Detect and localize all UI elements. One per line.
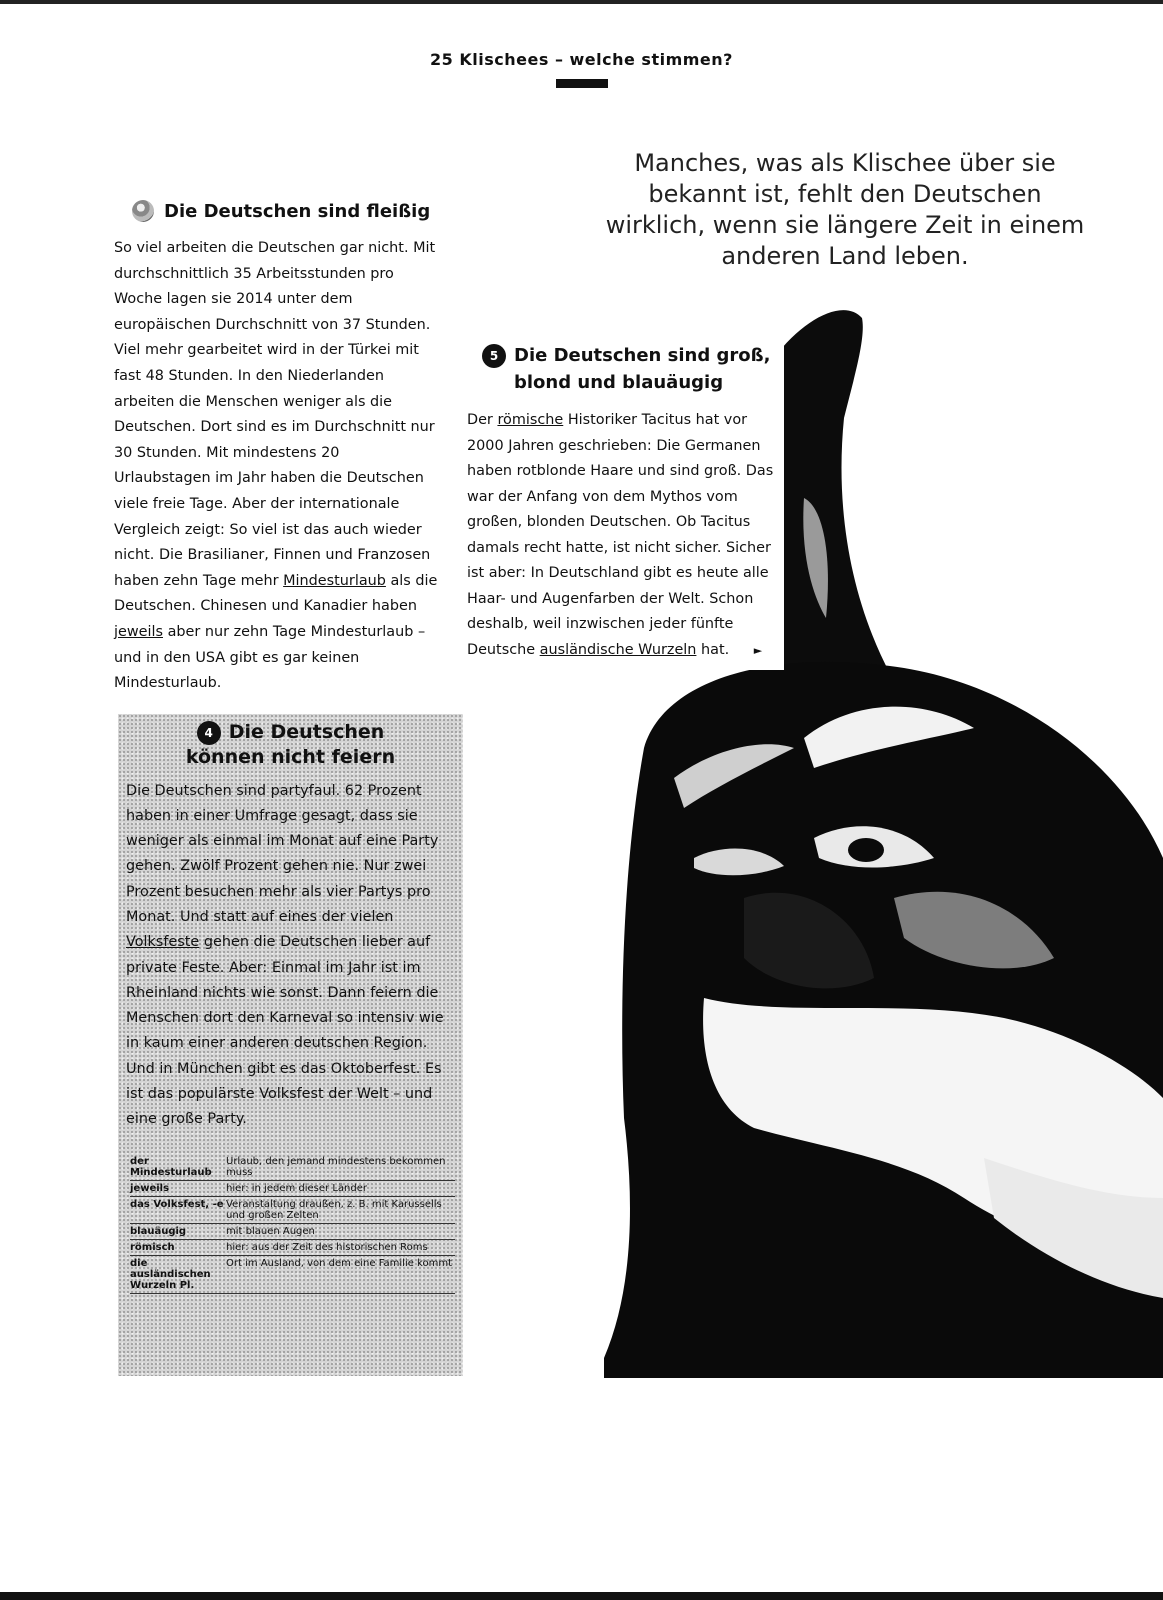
page-header [0, 50, 1163, 88]
glossary-row [130, 1256, 455, 1294]
body-text: gehen die Deutschen lieber auf private Feste. Aber: Einmal im Jahr ist im Rheinland nichts wie sonst. Dann feiern die Menschen dort den Karneval so intensiv wie in kaum einer anderen deutschen Region. Und in München gibt es das Oktoberfest. Es ist das populärste Volksfest der Welt – und eine große Party. [126, 934, 444, 1128]
section-heading [118, 720, 463, 769]
section-body [114, 236, 439, 697]
glossary-link-volksfeste[interactable]: Volksfeste [126, 934, 200, 951]
section-heading-line: Die Deutschen [228, 721, 385, 743]
glossary-row [130, 1240, 455, 1256]
glossary-row [130, 1197, 455, 1224]
section-heading-text [514, 342, 770, 396]
glossary-term: jeweils [130, 1183, 170, 1194]
section-number-badge: 4 [197, 721, 221, 745]
section-heading-line: Die Deutschen sind groß, [514, 345, 771, 366]
header-bar [556, 79, 608, 88]
body-text: hat. [701, 641, 730, 658]
glossary-definition: hier: aus der Zeit des historischen Roms [226, 1242, 428, 1253]
glossary-link-mindesturlaub[interactable]: Mindesturlaub [283, 572, 386, 589]
glossary-definition: Veranstaltung draußen, z. B. mit Karussells und großen Zelten [226, 1199, 442, 1221]
glossary-term: blauäugig [130, 1226, 187, 1237]
section-body [467, 408, 779, 663]
section-feiern-box [118, 714, 463, 1376]
page-title: 25 Klischees – welche stimmen? [430, 50, 733, 69]
page-edge-top [0, 0, 1163, 4]
body-text: So viel arbeiten die Deutschen gar nicht. Mit durchschnittlich 35 Arbeitsstunden pro Woche lagen sie 2014 unter dem europäischen Durchschnitt von 37 Stunden. Viel mehr gearbeitet wird in der Türkei mit fast 48 Stunden. In den Niederlanden arbeiten die Menschen weniger als die Deutschen. Dort sind es im Durchschnitt nur 30 Stunden. Mit mindestens 20 Urlaubstagen im Jahr haben die Deutschen viele freie Tage. Aber der internationale Vergleich zeigt: So viel ist das auch wieder nicht. Die Brasilianer, Finnen und Franzosen haben zehn Tage mehr [114, 240, 436, 589]
page-edge-bottom [0, 1592, 1163, 1600]
glossary-term: römisch [130, 1242, 175, 1253]
glossary-definition: hier: in jedem dieser Länder [226, 1183, 367, 1194]
body-text: als die Deutschen. Chinesen und Kanadier haben [114, 572, 438, 615]
section-heading-text: Die Deutschen sind fleißig [164, 200, 431, 222]
continue-arrow-icon: ► [753, 643, 763, 657]
section-fleissig [114, 200, 439, 697]
glossary-table [130, 1154, 455, 1294]
section-number-badge: 5 [482, 344, 506, 368]
glossary-link-roemische[interactable]: römische [497, 412, 564, 428]
section-heading [482, 342, 784, 396]
glossary-term: das Volksfest, -e [130, 1199, 224, 1210]
section-gross-blond-box [462, 330, 784, 670]
glossary-term: der Mindesturlaub [130, 1156, 212, 1178]
glossary-definition: Ort im Ausland, von dem eine Familie kommt [226, 1258, 453, 1269]
globe-icon [132, 200, 154, 222]
pull-quote: Manches, was als Klischee über sie bekannt ist, fehlt den Deutschen wirklich, wenn sie längere Zeit in einem anderen Land leben. [605, 149, 1085, 270]
section-body [118, 779, 463, 1133]
glossary-link-auslaendische-wurzeln[interactable]: ausländische Wurzeln [539, 641, 697, 658]
glossary-definition: Urlaub, den jemand mindestens bekommen muss [226, 1156, 446, 1178]
glossary-link-jeweils[interactable]: jeweils [114, 623, 163, 640]
body-text: aber nur zehn Tage Mindesturlaub – und in den USA gibt es gar keinen Mindesturlaub. [114, 623, 426, 692]
body-text: Der [467, 412, 493, 428]
glossary-row [130, 1154, 455, 1181]
section-heading-line: können nicht feiern [185, 745, 396, 768]
glossary-row [130, 1224, 455, 1240]
body-text: Historiker Tacitus hat vor 2000 Jahren geschrieben: Die Germanen haben rotblonde Haare und sind groß. Das war der Anfang von dem Mythos vom großen, blonden Deutschen. Ob Tacitus damals recht hatte, ist nicht sicher. Sicher ist aber: In Deutschland gibt es heute alle Haar- und Augenfarben der Welt. Schon deshalb, weil inzwischen jeder fünfte Deutsche [467, 412, 774, 658]
glossary-term: die ausländischen Wurzeln Pl. [130, 1258, 211, 1291]
glossary-definition: mit blauen Augen [226, 1226, 315, 1237]
section-heading [132, 200, 439, 222]
body-text: Die Deutschen sind partyfaul. 62 Prozent haben in einer Umfrage gesagt, dass sie weniger als einmal im Monat auf eine Party gehen. Zwölf Prozent gehen nie. Nur zwei Prozent besuchen mehr als vier Partys pro Monat. Und statt auf eines der vielen [126, 782, 439, 925]
glossary-row [130, 1181, 455, 1197]
section-heading-line: blond und blauäugig [514, 372, 724, 393]
